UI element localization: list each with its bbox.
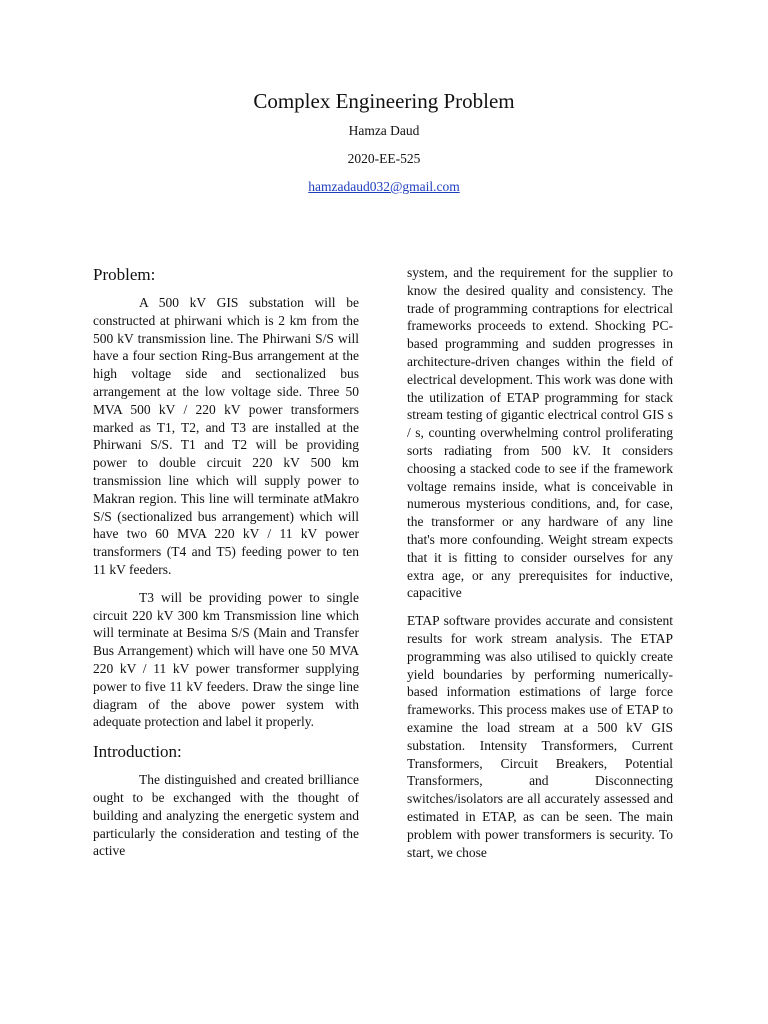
- problem-paragraph-1: A 500 kV GIS substation will be constructed at phirwani which is 2 km from the 500 kV transmission line. The Phirwani S/S will have a four section Ring-Bus arrangement at the high voltage side and sectionalized bus arrangement at the low voltage side. Three 50 MVA 500 kV / 220 kV power transformers marked as T1, T2, and T3 are installed at the Phirwani S/S. T1 and T2 will be providing power to double circuit 220 kV 500 km transmission line which will supply power to Makran region. This line will terminate atMakro S/S (sectionalized bus arrangement) which will have two 60 MVA 220 kV / 11 kV power transformers (T4 and T5) feeding power to ten 11 kV feeders.: [93, 295, 359, 577]
- left-column: [93, 264, 359, 870]
- introduction-heading: Introduction:: [93, 742, 182, 762]
- introduction-paragraph-2: system, and the requirement for the supplier to know the desired quality and consistency. The trade of programming contraptions for electrical frameworks proceeds to extend. Shocking PC-based programming and sudden progresses in architecture-driven changes within the field of electrical development. This work was done with the utilization of ETAP programming for stack stream testing of gigantic electrical control GIS s / s, counting overwhelming control proliferating sorts radiating from 500 kV. It considers choosing a stacked code to see if the framework voltage remains inside, what is conceivable in numerous mysterious conditions, and, for case, the transformer or any hardware of any line that's more confounding. Weight stream expects that it is fitting to consider ourselves for any extra age, or any prerequisites for inductive, capacitive: [407, 265, 673, 601]
- registration-number: 2020-EE-525: [347, 151, 421, 166]
- introduction-paragraph-1: The distinguished and created brilliance ought to be exchanged with the thought of building and analyzing the energetic system and particularly the consideration and testing of the active: [93, 772, 359, 859]
- problem-paragraph-2: T3 will be providing power to single circuit 220 kV 300 km Transmission line which will terminate at Besima S/S (Main and Transfer Bus Arrangement) which will have one 50 MVA 220 kV / 11 kV power transformer supplying power to five 11 kV feeders. Draw the singe line diagram of the above power system with adequate protection and label it properly.: [93, 589, 359, 730]
- right-column: [407, 264, 673, 871]
- email-link[interactable]: hamzadaud032@gmail.com: [308, 179, 460, 194]
- paper-title: Complex Engineering Problem: [253, 89, 515, 113]
- author-name: Hamza Daud: [348, 123, 420, 138]
- paper-header: [0, 88, 768, 196]
- problem-heading: Problem:: [93, 265, 156, 284]
- introduction-paragraph-3: ETAP software provides accurate and consistent results for work stream analysis. The ETAP programming was also utilised to quickly create yield boundaries by performing numerically-based information estimations of large force frameworks. This process makes use of ETAP to examine the load stream at a 500 kV GIS substation. Intensity Transformers, Current Transformers, Circuit Breakers, Potential Transformers, and Disconnecting switches/isolators are all accurately assessed and estimated in ETAP, as can be seen. The main problem with power transformers is security. To start, we chose: [407, 613, 673, 860]
